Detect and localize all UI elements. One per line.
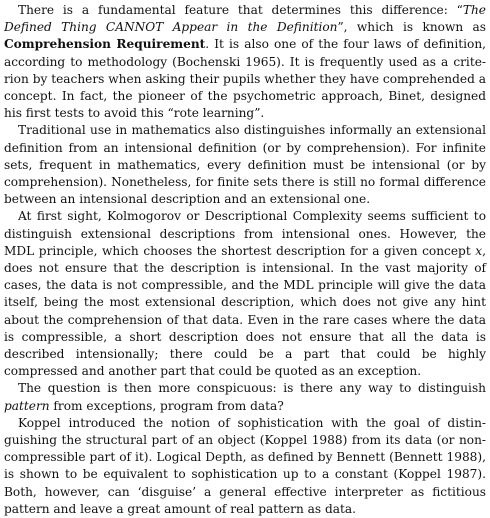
text-segment: The question is then more conspicuous: is there any way to distinguish [18, 381, 486, 396]
text-segment: At first sight, Kolmogorov or Descriptional Complexity seems sufficient to distinguish extensional descriptions from intensional ones. However, the MDL principle, which chooses the shortest description for a given concept [4, 209, 486, 258]
text-segment: Koppel introduced the notion of sophistication with the goal of distinguishing the structural part of an object (Koppel 1988) from its data (or non-compressible part of it). Logical Depth, as defined by Bennett (Bennett 1988), is shown to be equivalent to sophistication up to a constant (Koppel 1987). Both, however, can ‘disguise’ a general effective interpreter as fictitious pattern and leave a great amount of real pattern as data. [4, 415, 486, 516]
text-segment: , does not ensure that the description is intensional. In the vast majority of cases, the data is not compressible, and the MDL principle will give the data itself, being the most extensional description, which does not give any hint about the comprehension of that data. Even in the rare cases where the data is compressible, a short description does not ensure that all the data is described intensionally; there could be a part that could be highly compressed and another part that could be quoted as an exception. [4, 243, 486, 379]
paragraph-mathematics-definitions [4, 122, 486, 208]
text-segment: There is a fundamental feature that determines this difference: “ [18, 3, 463, 17]
emphasis-defined-thing: The Defined Thing CANNOT Appear in the Definition [4, 3, 486, 35]
emphasis-pattern: pattern [4, 398, 50, 413]
term-comprehension-requirement: Comprehension Requirement [4, 37, 206, 52]
text-segment: ”, which is known as [337, 20, 486, 35]
text-segment: . It is also one of the four laws of definition, according to methodology (Bochenski 1965). It is frequently used as a criterion by teachers when asking their pupils whether they have comprehended a concept. In fact, the pioneer of the psychometric approach, Binet, designed his first tests to avoid this “rote learning”. [4, 37, 487, 121]
text-segment: from exceptions, program from data? [49, 398, 284, 413]
text-segment: Traditional use in mathematics also distinguishes informally an extensional definition from an intensional definition (or by comprehension). For infinite sets, frequent in mathematics, every definition must be intensional (or by comprehension). Nonetheless, for finite sets there is still no formal difference between an intensional description and an extensional one. [4, 123, 486, 207]
paragraph-pattern-question [4, 380, 486, 414]
math-variable-x: x [475, 243, 483, 258]
paragraph-comprehension-requirement [4, 2, 486, 122]
paragraph-sophistication [4, 415, 486, 518]
paragraph-kolmogorov-mdl [4, 208, 486, 380]
